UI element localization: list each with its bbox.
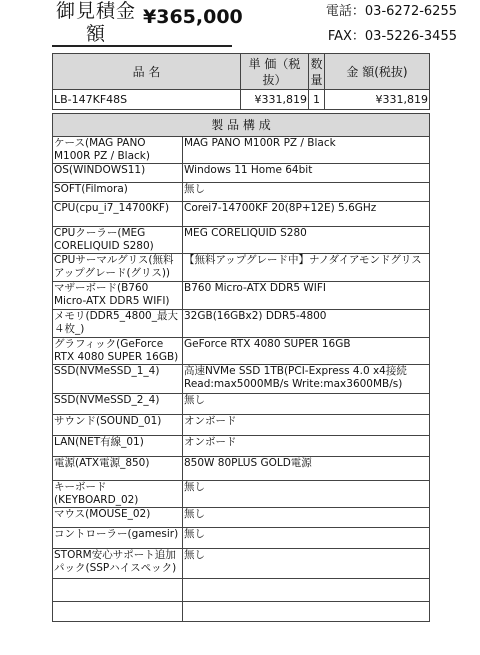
spec-row — [53, 365, 430, 394]
spec-value: MAG PANO M100R PZ / Black — [183, 137, 430, 164]
spec-label: 電源(ATX電源_850) — [53, 457, 183, 481]
spec-label: CPUサーマルグリス(無料アップグレード(グリス)) — [53, 254, 183, 282]
quote-title-line2: 額 — [85, 23, 106, 45]
spec-value: 無し — [183, 394, 430, 415]
spec-label: マザーボード(B760 Micro-ATX DDR5 WIFI) — [53, 282, 183, 310]
spec-row — [53, 164, 430, 183]
spec-value: 32GB(16GBx2) DDR5-4800 — [183, 310, 430, 338]
spec-row — [53, 137, 430, 164]
spec-row — [53, 508, 430, 528]
spec-value: 無し — [183, 183, 430, 202]
spec-row — [53, 528, 430, 549]
spec-value: 無し — [183, 549, 430, 579]
spec-value: 【無料アップグレード中】ナノダイアモンドグリス — [183, 254, 430, 282]
item-unit-price: ¥331,819 — [241, 90, 309, 110]
spec-row — [53, 282, 430, 310]
spec-row — [53, 481, 430, 508]
spec-row — [53, 415, 430, 436]
spec-rows — [53, 137, 430, 622]
spec-row — [53, 549, 430, 579]
spec-row — [53, 602, 430, 622]
spec-label: サウンド(SOUND_01) — [53, 415, 183, 436]
spec-row — [53, 436, 430, 457]
spec-value: 無し — [183, 528, 430, 549]
spec-value: B760 Micro-ATX DDR5 WIFI — [183, 282, 430, 310]
fax-number: FAX：03-5226-3455 — [327, 29, 457, 44]
col-header-amount: 金 額(税抜) — [325, 54, 430, 90]
spec-label: コントローラー(gamesir) — [53, 528, 183, 549]
items-header-row — [53, 54, 430, 90]
spec-label: CPU(cpu_i7_14700KF) — [53, 202, 183, 227]
spec-value: Corei7-14700KF 20(8P+12E) 5.6GHz — [183, 202, 430, 227]
spec-row — [53, 394, 430, 415]
spec-value: オンボード — [183, 436, 430, 457]
spec-value: Windows 11 Home 64bit — [183, 164, 430, 183]
item-row — [53, 90, 430, 110]
spec-row — [53, 254, 430, 282]
quote-title — [52, 0, 140, 46]
spec-value: オンボード — [183, 415, 430, 436]
spec-value: 高速NVMe SSD 1TB(PCI-Express 4.0 x4接続 Read:max5000MB/s Write:max3600MB/s) — [183, 365, 430, 394]
header-underline — [52, 45, 232, 47]
col-header-qty — [309, 54, 325, 90]
quote-title-line1: 御見積金 — [55, 0, 136, 22]
spec-label: SSD(NVMeSSD_2_4) — [53, 394, 183, 415]
col-header-unit-price — [241, 54, 309, 90]
col-header-unit-price-line2: 抜） — [262, 72, 287, 87]
spec-value: 850W 80PLUS GOLD電源 — [183, 457, 430, 481]
spec-row — [53, 202, 430, 227]
spec-label: キーボード(KEYBOARD_02) — [53, 481, 183, 508]
spec-row — [53, 183, 430, 202]
spec-heading-row — [53, 114, 430, 137]
item-name: LB-147KF48S — [53, 90, 241, 110]
col-header-name: 品 名 — [53, 54, 241, 90]
spec-label: マウス(MOUSE_02) — [53, 508, 183, 528]
spec-row — [53, 227, 430, 254]
spec-value: MEG CORELIQUID S280 — [183, 227, 430, 254]
spec-label: SOFT(Filmora) — [53, 183, 183, 202]
spec-row — [53, 457, 430, 481]
col-header-qty-line2: 量 — [310, 72, 323, 87]
spec-heading: 製 品 構 成 — [53, 114, 430, 137]
spec-label: CPUクーラー(MEG CORELIQUID S280) — [53, 227, 183, 254]
col-header-unit-price-line1: 単 価（税 — [248, 56, 301, 71]
spec-value — [183, 602, 430, 622]
spec-label: STORM安心サポート追加パック(SSPハイスペック) — [53, 549, 183, 579]
spec-row — [53, 310, 430, 338]
spec-table — [52, 113, 430, 622]
spec-label: グラフィック(GeForce RTX 4080 SUPER 16GB) — [53, 338, 183, 365]
item-amount: ¥331,819 — [325, 90, 430, 110]
spec-label — [53, 579, 183, 602]
spec-label: メモリ(DDR5_4800_最大４枚_) — [53, 310, 183, 338]
spec-value: 無し — [183, 508, 430, 528]
item-qty: 1 — [309, 90, 325, 110]
spec-value — [183, 579, 430, 602]
spec-value: 無し — [183, 481, 430, 508]
spec-label: LAN(NET有線_01) — [53, 436, 183, 457]
spec-label: ケース(MAG PANO M100R PZ / Black) — [53, 137, 183, 164]
spec-row — [53, 579, 430, 602]
spec-value: GeForce RTX 4080 SUPER 16GB — [183, 338, 430, 365]
spec-row — [53, 338, 430, 365]
spec-label — [53, 602, 183, 622]
quote-total: ¥365,000 — [143, 6, 243, 28]
spec-label: OS(WINDOWS11) — [53, 164, 183, 183]
items-table — [52, 53, 430, 110]
spec-label: SSD(NVMeSSD_1_4) — [53, 365, 183, 394]
col-header-qty-line1: 数 — [310, 56, 323, 71]
phone-number: 電話：03-6272-6255 — [325, 4, 457, 19]
